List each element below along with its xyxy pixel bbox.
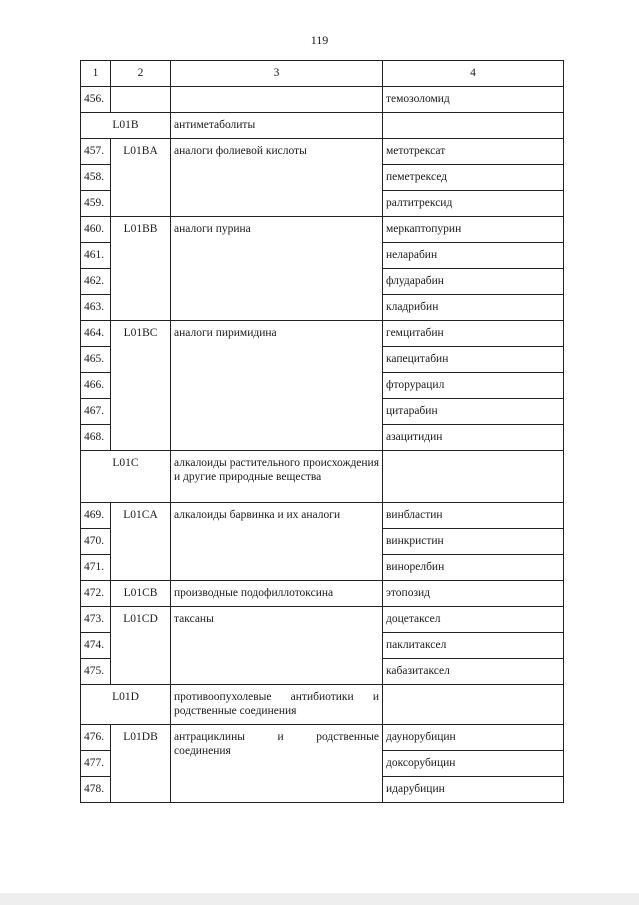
header-col-3: 3 [171, 61, 383, 87]
drug-name: идарубицин [383, 777, 564, 803]
subgroup-description: алкалоиды барвинка и их аналоги [171, 503, 383, 581]
row-number: 456. [81, 87, 111, 113]
table-row [81, 607, 564, 633]
row-number: 474. [81, 633, 111, 659]
group-code: L01C [81, 451, 171, 503]
group-code: L01B [81, 113, 171, 139]
drug-name: неларабин [383, 243, 564, 269]
row-number: 463. [81, 295, 111, 321]
subgroup-description: таксаны [171, 607, 383, 685]
drug-name: пеметрексед [383, 165, 564, 191]
table-row [81, 321, 564, 347]
table-row [81, 581, 564, 607]
drug-name: винбластин [383, 503, 564, 529]
drug-name: этопозид [383, 581, 564, 607]
empty-cell [383, 113, 564, 139]
row-number: 457. [81, 139, 111, 165]
drug-name: темозоломид [383, 87, 564, 113]
row-number: 465. [81, 347, 111, 373]
subgroup-description: аналоги фолиевой кислоты [171, 139, 383, 217]
drug-name: азацитидин [383, 425, 564, 451]
row-number: 477. [81, 751, 111, 777]
drug-name: даунорубицин [383, 725, 564, 751]
subgroup-code: L01CB [111, 581, 171, 607]
empty-cell [383, 451, 564, 503]
drug-name: кладрибин [383, 295, 564, 321]
group-description: алкалоиды растительного происхождения и другие природные вещества [171, 451, 383, 503]
drug-name: винкристин [383, 529, 564, 555]
drug-name: ралтитрексид [383, 191, 564, 217]
subgroup-description: аналоги пиримидина [171, 321, 383, 451]
drug-name: меркаптопурин [383, 217, 564, 243]
group-row [81, 451, 564, 503]
row-number: 459. [81, 191, 111, 217]
drug-name: доцетаксел [383, 607, 564, 633]
row-number: 462. [81, 269, 111, 295]
row-number: 473. [81, 607, 111, 633]
drug-name: доксорубицин [383, 751, 564, 777]
drug-name: винорелбин [383, 555, 564, 581]
drug-name: кабазитаксел [383, 659, 564, 685]
subgroup-code: L01BB [111, 217, 171, 321]
group-row [81, 113, 564, 139]
subgroup-code: L01BC [111, 321, 171, 451]
group-description: противоопухолевые антибиотики и родственные соединения [171, 685, 383, 725]
drug-classification-table [80, 60, 564, 803]
table-row [81, 217, 564, 243]
header-col-2: 2 [111, 61, 171, 87]
row-number: 461. [81, 243, 111, 269]
row-number: 469. [81, 503, 111, 529]
table-row [81, 725, 564, 751]
row-number: 466. [81, 373, 111, 399]
subgroup-description: производные подофиллотоксина [171, 581, 383, 607]
drug-name: капецитабин [383, 347, 564, 373]
row-number: 464. [81, 321, 111, 347]
table-row [81, 139, 564, 165]
row-number: 478. [81, 777, 111, 803]
page-number: 119 [310, 33, 329, 47]
group-description: антиметаболиты [171, 113, 383, 139]
drug-name: фторурацил [383, 373, 564, 399]
row-number: 468. [81, 425, 111, 451]
table-row [81, 87, 564, 113]
group-code: L01D [81, 685, 171, 725]
row-number: 467. [81, 399, 111, 425]
subgroup-code: L01CD [111, 607, 171, 685]
subgroup-code: L01CA [111, 503, 171, 581]
drug-name: паклитаксел [383, 633, 564, 659]
subgroup-description: антрациклины и родственные соединения [171, 725, 383, 803]
header-col-1: 1 [81, 61, 111, 87]
empty-cell [383, 685, 564, 725]
table-row [81, 503, 564, 529]
drug-name: метотрексат [383, 139, 564, 165]
row-number: 460. [81, 217, 111, 243]
scan-edge [0, 893, 639, 905]
drug-name: флударабин [383, 269, 564, 295]
row-number: 470. [81, 529, 111, 555]
row-number: 472. [81, 581, 111, 607]
row-number: 476. [81, 725, 111, 751]
drug-name: цитарабин [383, 399, 564, 425]
drug-name: гемцитабин [383, 321, 564, 347]
group-row [81, 685, 564, 725]
row-number: 471. [81, 555, 111, 581]
row-number: 475. [81, 659, 111, 685]
row-number: 458. [81, 165, 111, 191]
empty-cell [111, 87, 171, 113]
subgroup-description: аналоги пурина [171, 217, 383, 321]
table-header-row [81, 61, 564, 87]
empty-cell [171, 87, 383, 113]
subgroup-code: L01BA [111, 139, 171, 217]
subgroup-code: L01DB [111, 725, 171, 803]
header-col-4: 4 [383, 61, 564, 87]
